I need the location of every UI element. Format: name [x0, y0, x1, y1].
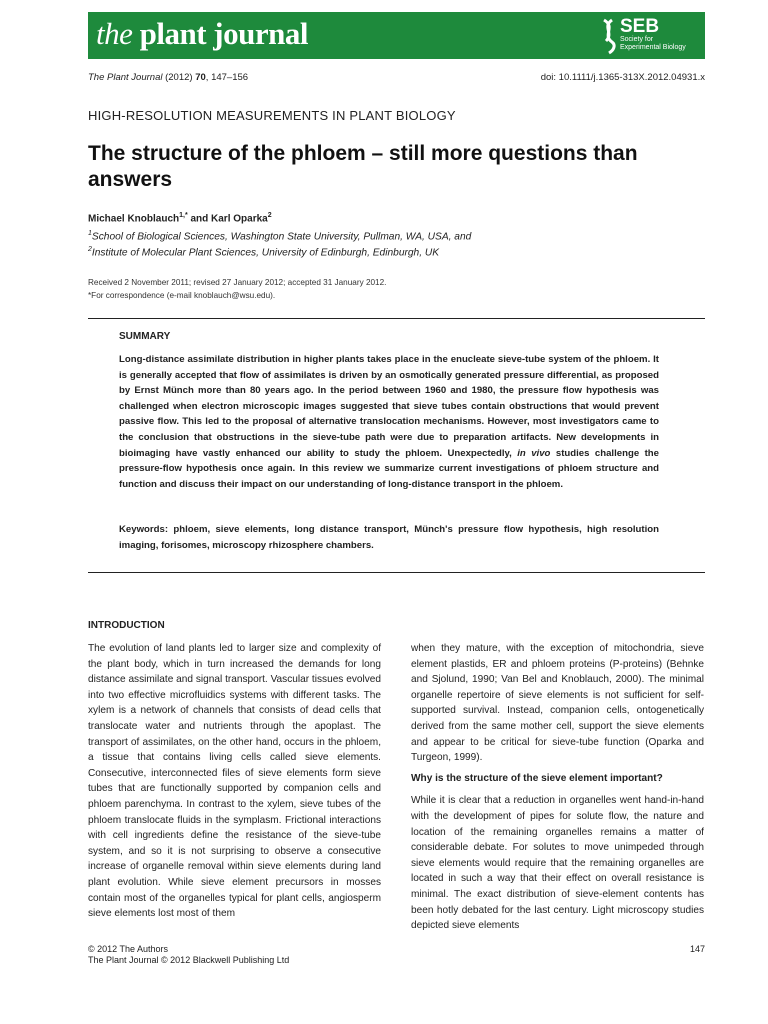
authors: Michael Knoblauch$^{1,*}$ and Karl Oparka$^2$ [88, 212, 272, 225]
journal-banner [88, 12, 705, 59]
summary-text: Long-distance assimilate distribution in higher plants takes place in the enucleate sieve-tube system of the phloem. It is generally accepted that flow of assimilates is driven by an osmotically generated pressure differential, as proposed by Ernst Münch more than 80 years ago. In the period between 1960 and 1980, the pressure flow hypothesis was challenged when electron microscopic images suggested that sieve tubes contain obstructions that would prevent passive flow. This led to the proposal of alternative translocation mechanisms. However, most investigators came to the conclusion that obstructions in the sieve-tube path were due to preparation artifacts. New developments in bioimaging have vastly enhanced our ability to study the phloem. Unexpectedly, in vivo studies challenge the pressure-flow hypothesis once again. In this review we summarize current investigations of phloem structure and function and discuss their impact on our understanding of long-distance transport in the phloem. [119, 354, 659, 490]
divider [88, 572, 705, 573]
page-number: 147 [689, 944, 705, 954]
affiliation-1: $^1$School of Biological Sciences, Washington State University, Pullman, WA, USA, and [88, 230, 472, 243]
received-dates: Received 2 November 2011; revised 27 January 2012; accepted 31 January 2012. [88, 278, 387, 287]
doi: doi: 10.1111/j.1365-313X.2012.04931.x [540, 72, 705, 83]
footer-copyright: © 2012 The Authors The Plant Journal © 2012 Blackwell Publishing Ltd [88, 944, 290, 965]
seb-subtitle: Society for Experimental Biology [620, 36, 686, 51]
paragraph: when they mature, with the exception of mitochondria, sieve element plastids, ER and phloem proteins (P-proteins) (Behnke and Sjolund, 1990; Van Bel and Knoblauch, 2000). The minimal organelle repertoire of sieve elements is not sufficient for self-supported survival. Instead, companion cells, ontogenetically derived from the same mother cell, support the sieve elements and appear to be critical for sieve-tube function (Oparka and Turgeon, 1999). [411, 643, 704, 764]
affiliation-2: $^2$Institute of Molecular Plant Sciences, University of Edinburgh, Edinburgh, UK [88, 246, 440, 259]
article-title: The structure of the phloem – still more questions than answers [88, 142, 638, 191]
keywords: Keywords: phloem, sieve elements, long distance transport, Münch's pressure flow hypothesis, high resolution imaging, forisomes, microscopy rhizosphere chambers. [119, 524, 659, 551]
body-column-left [88, 641, 381, 922]
divider [88, 318, 705, 319]
correspondence: *For correspondence (e-mail knoblauch@wsu.edu). [88, 291, 276, 300]
seb-name: SEB [620, 16, 660, 37]
summary-heading: SUMMARY [119, 331, 171, 342]
body-column-right [411, 641, 704, 934]
section-tag: HIGH-RESOLUTION MEASUREMENTS IN PLANT BIOLOGY [88, 108, 456, 123]
citation: The Plant Journal (2012) 70, 147–156 [88, 72, 249, 83]
paragraph: The evolution of land plants led to larger size and complexity of the plant body, which in turn increased the demands for long distance assimilate and signal transport. Vascular tissues evolved into two effective microfluidics systems with different tasks. The xylem is a network of channels that consists of dead cells that translocate water and nutrients through the apoplast. The transport of assimilates, on the other hand, occurs in the phloem, a tissue that contains living cells called sieve elements. Consecutive, interconnected files of sieve elements form sieve tubes that are functionally supported by companion cells and phloem parenchyma. In contrast to the xylem, sieve tubes of the phloem translocate fluids in the symplasm. Frictional interactions with cell ingredients define the resistance of the sieve-tube system, and so it is not surprising to observe a consecutive increase of organelle removal within sieve elements during land plant evolution. While sieve element precursors in mosses contain most of the organelles typical for plant cells, angiosperm sieve elements lost most of them [88, 643, 381, 920]
subheading: Why is the structure of the sieve element important? [411, 772, 663, 784]
introduction-heading: INTRODUCTION [88, 620, 165, 631]
paragraph: While it is clear that a reduction in organelles went hand-in-hand with the development of pipes for solute flow, the nature and location of the remaining organelles remains a matter of considerable debate. For solutes to move unimpeded through sieve elements would require that the remaining organelles are located in such a way that their effect on overall resistance is minimal. The exact distribution of sieve-element contents has been hotly debated for the last century. Light microscopy studies depicted sieve elements [411, 795, 704, 932]
seb-helix-icon [598, 17, 620, 55]
journal-logo: the plant journal [96, 16, 308, 51]
seb-logo [598, 17, 698, 55]
